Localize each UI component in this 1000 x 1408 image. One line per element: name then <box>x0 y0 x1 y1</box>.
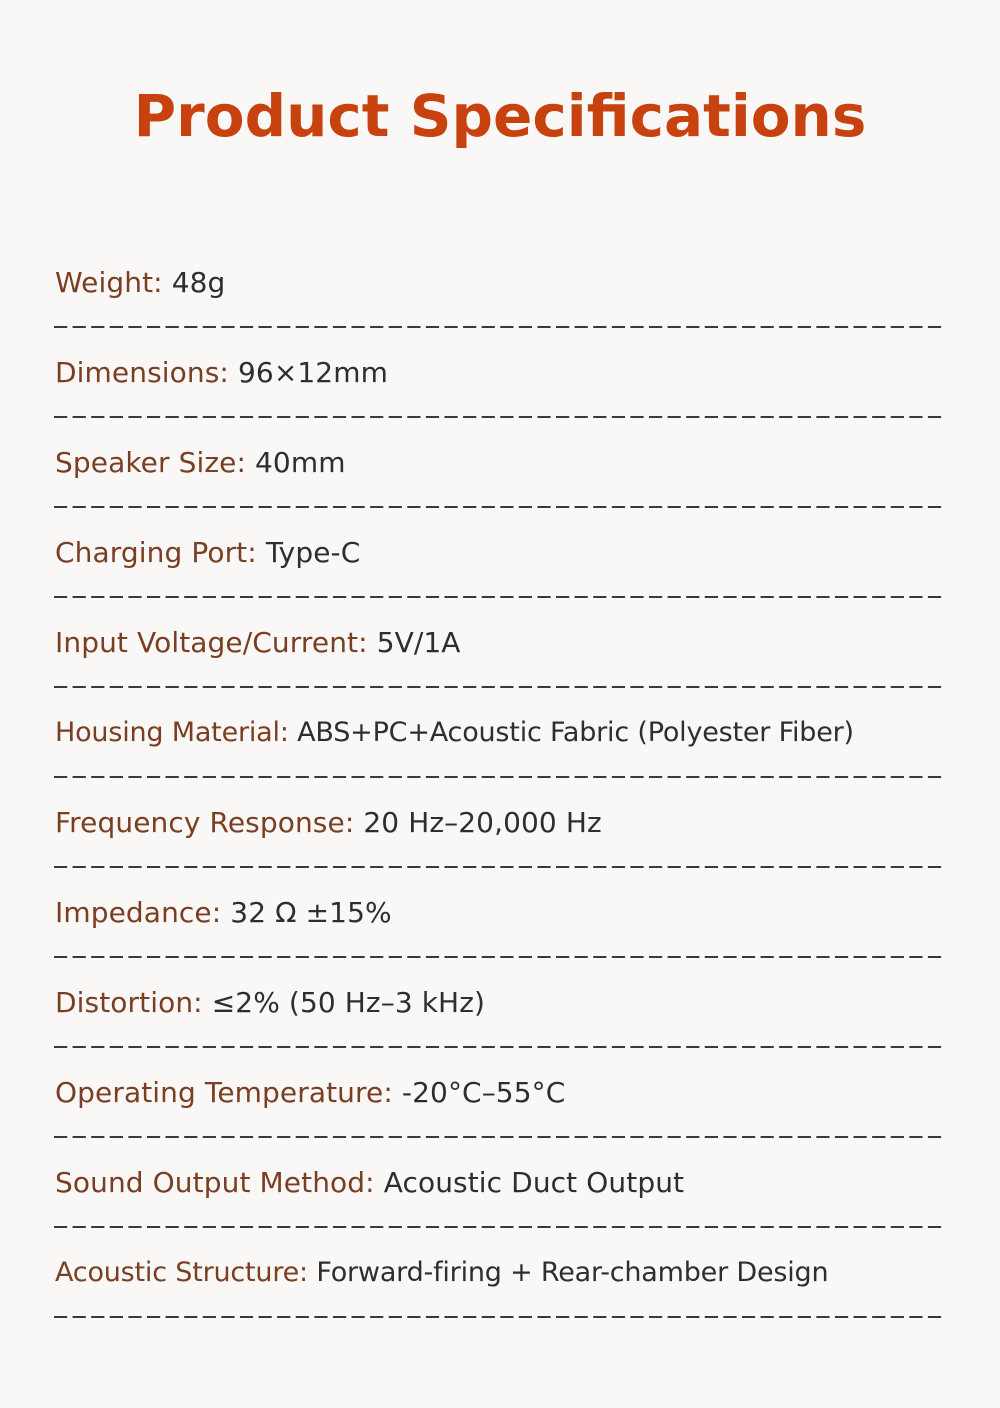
spec-value: 40mm <box>255 446 346 479</box>
spec-text <box>55 623 461 663</box>
spec-value: 5V/1A <box>376 626 461 659</box>
spec-row <box>54 238 946 328</box>
spec-row <box>54 328 946 418</box>
spec-value: Acoustic Duct Output <box>383 1166 685 1199</box>
spec-row <box>54 1138 946 1228</box>
spec-text <box>55 983 485 1023</box>
spec-row <box>54 508 946 598</box>
page-title: Product Specifications <box>133 82 867 150</box>
spec-value: 20 Hz–20,000 Hz <box>363 806 602 839</box>
spec-value: 32 Ω ±15% <box>230 896 392 929</box>
spec-text <box>55 803 602 843</box>
spec-row <box>54 688 946 778</box>
spec-label: Impedance: <box>55 896 222 929</box>
spec-label: Frequency Response: <box>55 806 355 839</box>
spec-row <box>54 868 946 958</box>
spec-value: 96×12mm <box>237 356 388 389</box>
spec-text <box>55 353 388 393</box>
spec-value: 48g <box>171 266 226 299</box>
spec-text <box>55 263 225 303</box>
spec-label: Housing Material: <box>55 717 289 748</box>
spec-value: ABS+PC+Acoustic Fabric (Polyester Fiber) <box>297 717 854 748</box>
spec-row <box>54 958 946 1048</box>
spec-label: Speaker Size: <box>55 446 246 479</box>
spec-label: Acoustic Structure: <box>55 1257 308 1288</box>
spec-row <box>54 1048 946 1138</box>
spec-text <box>55 1253 828 1293</box>
spec-text <box>55 1163 684 1203</box>
spec-text <box>55 713 854 753</box>
spec-text <box>55 1073 565 1113</box>
spec-text <box>55 443 346 483</box>
spec-value: Type-C <box>265 536 361 569</box>
spec-value: -20°C–55°C <box>401 1076 566 1109</box>
spec-label: Dimensions: <box>55 356 229 389</box>
spec-row <box>54 1228 946 1318</box>
spec-label: Input Voltage/Current: <box>55 626 368 659</box>
spec-label: Weight: <box>55 266 163 299</box>
dashed-divider <box>54 1316 946 1318</box>
spec-list <box>54 238 946 1318</box>
spec-label: Operating Temperature: <box>55 1076 393 1109</box>
spec-value: ≤2% (50 Hz–3 kHz) <box>211 986 486 1019</box>
spec-row <box>54 418 946 508</box>
spec-label: Charging Port: <box>55 536 257 569</box>
spec-label: Distortion: <box>55 986 203 1019</box>
spec-row <box>54 778 946 868</box>
spec-row <box>54 598 946 688</box>
spec-value: Forward-firing + Rear-chamber Design <box>316 1257 829 1288</box>
spec-text <box>55 533 360 573</box>
spec-text <box>55 893 392 933</box>
spec-label: Sound Output Method: <box>55 1166 375 1199</box>
